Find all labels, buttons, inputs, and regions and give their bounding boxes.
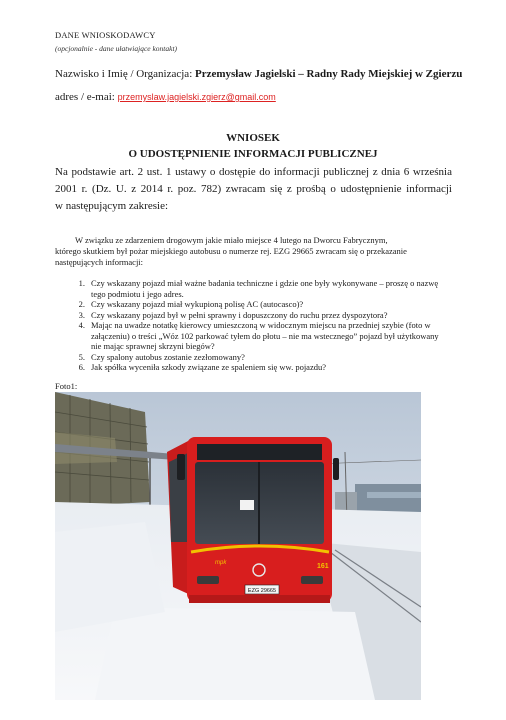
license-plate: EZG 29665 [247, 588, 277, 594]
questions-list [55, 278, 450, 373]
name-value: Przemysław Jagielski – Radny Rady Miejskiej w Zgierzu [195, 68, 463, 80]
bus-photo-illustration [55, 392, 421, 700]
context-line-2: którego skutkiem był pożar miejskiego autobusu o numerze rej. EZG 29665 zwracam się o przekazanie [55, 246, 407, 256]
list-item: 1. Czy wskazany pojazd miał ważne badania techniczne i gdzie one były wykonywane – proszę o nazwę tego podmiotu i jego adres. [78, 278, 439, 299]
applicant-subheader: (opcjonalnie - dane ułatwiające kontakt) [55, 44, 178, 53]
intro-line-2: 2001 r. (Dz. U. z 2014 r. poz. 782) zwracam się z prośbą o udostępnienie informacji [55, 183, 452, 195]
list-item: 4. Mając na uwadze notatkę kierowcy umieszczoną w widocznym miejscu na przedniej szybie (foto w załączeniu) o treści „Wóz 102 parkować tyłem do płotu – nie ma wstecznego” pojazd był użytkowany nie mając sprawnej skrzyni biegów? [78, 320, 439, 351]
document-subtitle: O UDOSTĘPNIENIE INFORMACJI PUBLICZNEJ [128, 148, 378, 160]
document-title: WNIOSEK [226, 132, 280, 144]
fleet-number: 161 [317, 563, 329, 570]
photo-label: Foto1: [55, 381, 78, 391]
snow-foreground [95, 607, 375, 700]
list-item: 3. Czy wskazany pojazd był w pełni sprawny i dopuszczony do ruchu przez dyspozytora? [78, 309, 388, 320]
address-label: adres / e-mai: [55, 91, 118, 103]
name-label: Nazwisko i Imię / Organizacja: [55, 68, 195, 80]
list-item: 5. Czy spalony autobus zostanie zezłomowany? [78, 351, 245, 362]
intro-line-3: w następującym zakresie: [55, 200, 169, 212]
context-line-1: W związku ze zdarzeniem drogowym jakie miało miejsce 4 lutego na Dworcu Fabrycznym, [75, 235, 388, 245]
applicant-address-line [55, 91, 276, 103]
applicant-name-line [55, 68, 462, 80]
applicant-header: DANE WNIOSKODAWCY [55, 30, 156, 40]
list-item: 6. Jak spółka wyceniła szkody związane ze spaleniem się ww. pojazdu? [78, 362, 326, 372]
bus-photo [55, 392, 421, 700]
driver-note [240, 500, 254, 510]
email-link[interactable]: przemyslaw.jagielski.zgierz@gmail.com [117, 92, 276, 102]
intro-line-1: Na podstawie art. 2 ust. 1 ustawy o dostępie do informacji publicznej z dnia 6 września [55, 166, 452, 178]
bus [167, 437, 339, 603]
list-item: 2. Czy wskazany pojazd miał wykupioną polisę AC (autocasco)? [78, 299, 304, 309]
bus-logo: mpk [215, 560, 227, 566]
context-line-3: następujących informacji: [55, 257, 144, 267]
